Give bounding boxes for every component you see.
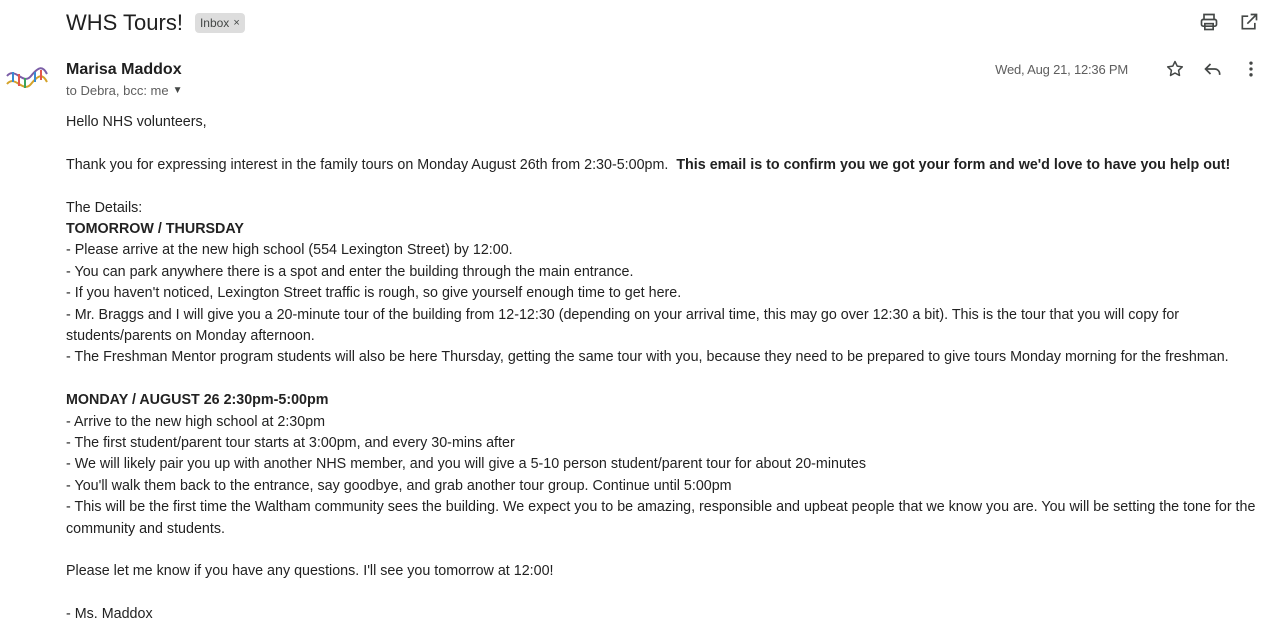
signature: - Ms. Maddox bbox=[66, 606, 153, 623]
list-item: - The first student/parent tour starts at 3:00pm, and every 30-mins after bbox=[66, 435, 515, 452]
chevron-down-icon[interactable]: ▼ bbox=[172, 85, 183, 96]
more-vertical-icon[interactable] bbox=[1240, 58, 1262, 80]
closing: Please let me know if you have any questions. I'll see you tomorrow at 12:00! bbox=[66, 563, 554, 580]
star-icon[interactable] bbox=[1164, 58, 1186, 80]
label-text: Inbox bbox=[199, 16, 230, 30]
greeting: Hello NHS volunteers, bbox=[66, 114, 207, 130]
inbox-label-chip[interactable] bbox=[195, 13, 245, 33]
list-item: - We will likely pair you up with another NHS member, and you will give a 5-10 person student/parent tour for about 20-minutes bbox=[66, 456, 866, 473]
message-date: Wed, Aug 21, 12:36 PM bbox=[995, 61, 1128, 77]
list-item: - Mr. Braggs and I will give you a 20-minute tour of the building from 12-12:30 (depending on your arrival time, this may go over 12:30 a bit). This is the tour that you will copy for students/parents on Monday afternoon. bbox=[66, 306, 1180, 345]
intro-paragraph bbox=[66, 155, 1266, 176]
recipients-text: to Debra, bcc: me bbox=[66, 83, 169, 98]
list-item: - The Freshman Mentor program students will also be here Thursday, getting the same tour with you, because they need to be prepared to give tours Monday morning for the freshman. bbox=[66, 349, 1229, 366]
print-icon[interactable] bbox=[1198, 11, 1220, 33]
reply-icon[interactable] bbox=[1202, 58, 1224, 80]
intro-text: Thank you for expressing interest in the family tours on Monday August 26th from 2:30-5:00pm. bbox=[66, 156, 669, 173]
thread-actions bbox=[1198, 11, 1260, 33]
details-label: The Details: bbox=[66, 199, 143, 216]
sender-name[interactable]: Marisa Maddox bbox=[66, 61, 182, 78]
thursday-heading: TOMORROW / THURSDAY bbox=[66, 221, 244, 237]
list-item: - Please arrive at the new high school (554 Lexington Street) by 12:00. bbox=[66, 242, 513, 259]
list-item: - You can park anywhere there is a spot and enter the building through the main entrance. bbox=[66, 263, 634, 280]
list-item: - This will be the first time the Waltham community sees the building. We expect you to be amazing, responsible and upbeat people that we know you are. You will be setting the tone for the community and students. bbox=[66, 499, 1256, 537]
message-body bbox=[66, 112, 1266, 626]
avatar[interactable] bbox=[5, 62, 49, 98]
subject-row bbox=[66, 6, 245, 40]
intro-bold-text: This email is to confirm you we got your form and we'd love to have you help out! bbox=[676, 156, 1231, 173]
open-in-new-window-icon[interactable] bbox=[1238, 11, 1260, 33]
sender-block bbox=[66, 60, 183, 98]
recipients-line bbox=[66, 83, 183, 98]
email-subject: WHS Tours! bbox=[66, 10, 183, 35]
remove-label-button[interactable]: × bbox=[233, 17, 240, 29]
list-item: - If you haven't noticed, Lexington Street traffic is rough, so give yourself enough time to get here. bbox=[66, 285, 682, 302]
message-meta bbox=[995, 58, 1262, 80]
monday-heading: MONDAY / AUGUST 26 2:30pm-5:00pm bbox=[66, 392, 329, 409]
list-item: - Arrive to the new high school at 2:30pm bbox=[66, 413, 326, 430]
list-item: - You'll walk them back to the entrance, say goodbye, and grab another tour group. Continue until 5:00pm bbox=[66, 477, 732, 494]
